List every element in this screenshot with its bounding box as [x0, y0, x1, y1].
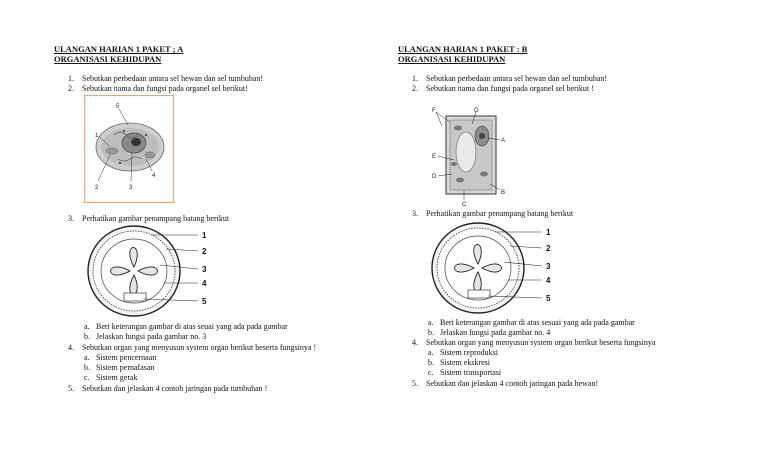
stem-label-1: 1 — [546, 228, 551, 237]
question-number: 3. — [412, 209, 418, 218]
paket-a-title: ULANGAN HARIAN 1 PAKET ; A — [54, 44, 184, 54]
question-number: 3. — [68, 214, 74, 223]
paket-b-question-5 — [412, 379, 598, 389]
question-text: Perhatikan gambar penampang batang berikut — [426, 209, 574, 218]
paket-b-question-3b — [428, 328, 550, 338]
paket-a-column — [0, 0, 360, 466]
stem-label-3: 3 — [546, 262, 551, 271]
question-number: 4. — [412, 338, 418, 347]
paket-b-question-3 — [412, 209, 573, 219]
stem-cross-section-figure — [424, 220, 564, 316]
sub-text: Beri keterangan gambar di atas sesuai yang ada pada gambar — [440, 318, 635, 327]
paket-a-question-4 — [68, 343, 316, 353]
question-number: 5. — [412, 379, 418, 388]
stem-label-5: 5 — [546, 294, 551, 303]
sub-text: Jelaskan fungsi pada gambar no. 4 — [440, 328, 551, 337]
chloroplast — [454, 126, 462, 131]
paket-b-question-3a — [428, 318, 635, 328]
stem-label-2: 2 — [202, 247, 207, 256]
plant-label-E: E — [432, 154, 437, 160]
paket-b-question-1 — [412, 74, 607, 84]
paket-b-title: ULANGAN HARIAN 1 PAKET : B — [398, 44, 528, 54]
paket-a-question-4b — [84, 363, 154, 373]
stem-label-4: 4 — [202, 279, 207, 288]
paket-a-question-4c — [84, 373, 138, 383]
sub-letter: a. — [428, 348, 434, 357]
paket-a-question-1 — [68, 74, 263, 84]
plant-label-A: A — [501, 138, 506, 144]
paket-b-question-4c — [428, 368, 501, 378]
plant-cell-figure — [430, 104, 510, 208]
sub-letter: b. — [428, 328, 434, 337]
paket-b-question-2 — [412, 84, 594, 94]
stem-label-1: 1 — [202, 231, 207, 240]
question-number: 2. — [412, 84, 418, 93]
stem-label-5: 5 — [202, 297, 207, 306]
question-text: Perhatikan gambar penampang batang berikut — [82, 214, 230, 223]
sub-letter: b. — [84, 363, 90, 372]
sub-letter: a. — [84, 353, 90, 362]
cell-label-1: 1 — [95, 133, 99, 139]
cell-label-2: 2 — [95, 185, 99, 191]
sub-text: Sistem pernafasan — [96, 363, 155, 372]
question-text: Sebutkan perbedaan antara sel hewan dan sel tumbuhan! — [82, 74, 264, 83]
stem-label-2: 2 — [546, 244, 551, 253]
vacuole — [456, 132, 476, 172]
plant-label-F: F — [432, 108, 436, 114]
cell-label-3: 3 — [129, 185, 133, 191]
question-number: 4. — [68, 343, 74, 352]
sub-letter: a. — [428, 318, 434, 327]
question-text: Sebutkan organ yang menyusun system organ berikut beserta fungsinya ! — [82, 343, 317, 352]
paket-a-question-2 — [68, 84, 248, 94]
paket-a-question-3b — [84, 332, 206, 342]
plant-label-D: D — [432, 174, 437, 180]
stem-label-3: 3 — [202, 265, 207, 274]
golgi — [145, 152, 155, 158]
question-number: 2. — [68, 84, 74, 93]
sub-text: Sistem reproduksi — [440, 348, 498, 357]
paket-b-question-4a — [428, 348, 498, 358]
question-text: Sebutkan perbedaan antara sel hewan dan sel tumbuhan! — [426, 74, 608, 83]
animal-cell-figure — [84, 95, 174, 203]
paket-a-subtitle: ORGANISASI KEHIDUPAN — [54, 54, 162, 64]
sub-text: Sistem transportasi — [440, 368, 502, 377]
sub-text: Sistem gerak — [96, 373, 138, 382]
paket-b-question-4 — [412, 338, 655, 348]
plant-label-C: C — [462, 202, 467, 208]
cell-nucleolus — [131, 138, 141, 146]
sub-letter: b. — [428, 358, 434, 367]
cell-label-4: 4 — [152, 173, 156, 179]
question-text: Sebutkan nama dan fungsi pada organel sel berikut ! — [426, 84, 594, 93]
question-number: 1. — [68, 74, 74, 83]
sub-letter: a. — [84, 322, 90, 331]
sub-letter: c. — [428, 368, 434, 377]
stem-cross-section-figure — [80, 223, 220, 319]
cell-label-5: 5 — [116, 104, 120, 110]
sub-text: Beri keterangan gambar di atas seuai yang ada pada gambar — [96, 322, 288, 331]
paket-b-question-4b — [428, 358, 490, 368]
question-text: Sebutkan dan jelaskan 4 contoh jaringan pada tumbuhan ! — [82, 384, 268, 393]
question-text: Sebutkan dan jelaskan 4 contoh jaringan pada hewan! — [426, 379, 599, 388]
sub-text: Sistem ekskresi — [440, 358, 490, 367]
stem-label-4: 4 — [546, 276, 551, 285]
paket-b-subtitle: ORGANISASI KEHIDUPAN — [398, 54, 506, 64]
plant-label-B: B — [501, 190, 506, 196]
sub-letter: c. — [84, 373, 90, 382]
plant-label-G: G — [474, 108, 479, 114]
paket-a-question-3a — [84, 322, 288, 332]
paket-a-question-4a — [84, 353, 156, 363]
question-number: 1. — [412, 74, 418, 83]
paket-b-column — [384, 0, 744, 466]
question-number: 5. — [68, 384, 74, 393]
mitochondria — [106, 148, 118, 154]
sub-text: Jelaskan fungsi pada gambar no. 3 — [96, 332, 207, 341]
paket-a-question-5 — [68, 384, 267, 394]
question-text: Sebutkan organ yang menyusun system organ berikut beserta fungsinya — [426, 338, 656, 347]
sub-letter: b. — [84, 332, 90, 341]
sub-text: Sistem pencernaan — [96, 353, 157, 362]
question-text: Sebutkan nama dan fungsi pada organel sel berikut! — [82, 84, 248, 93]
